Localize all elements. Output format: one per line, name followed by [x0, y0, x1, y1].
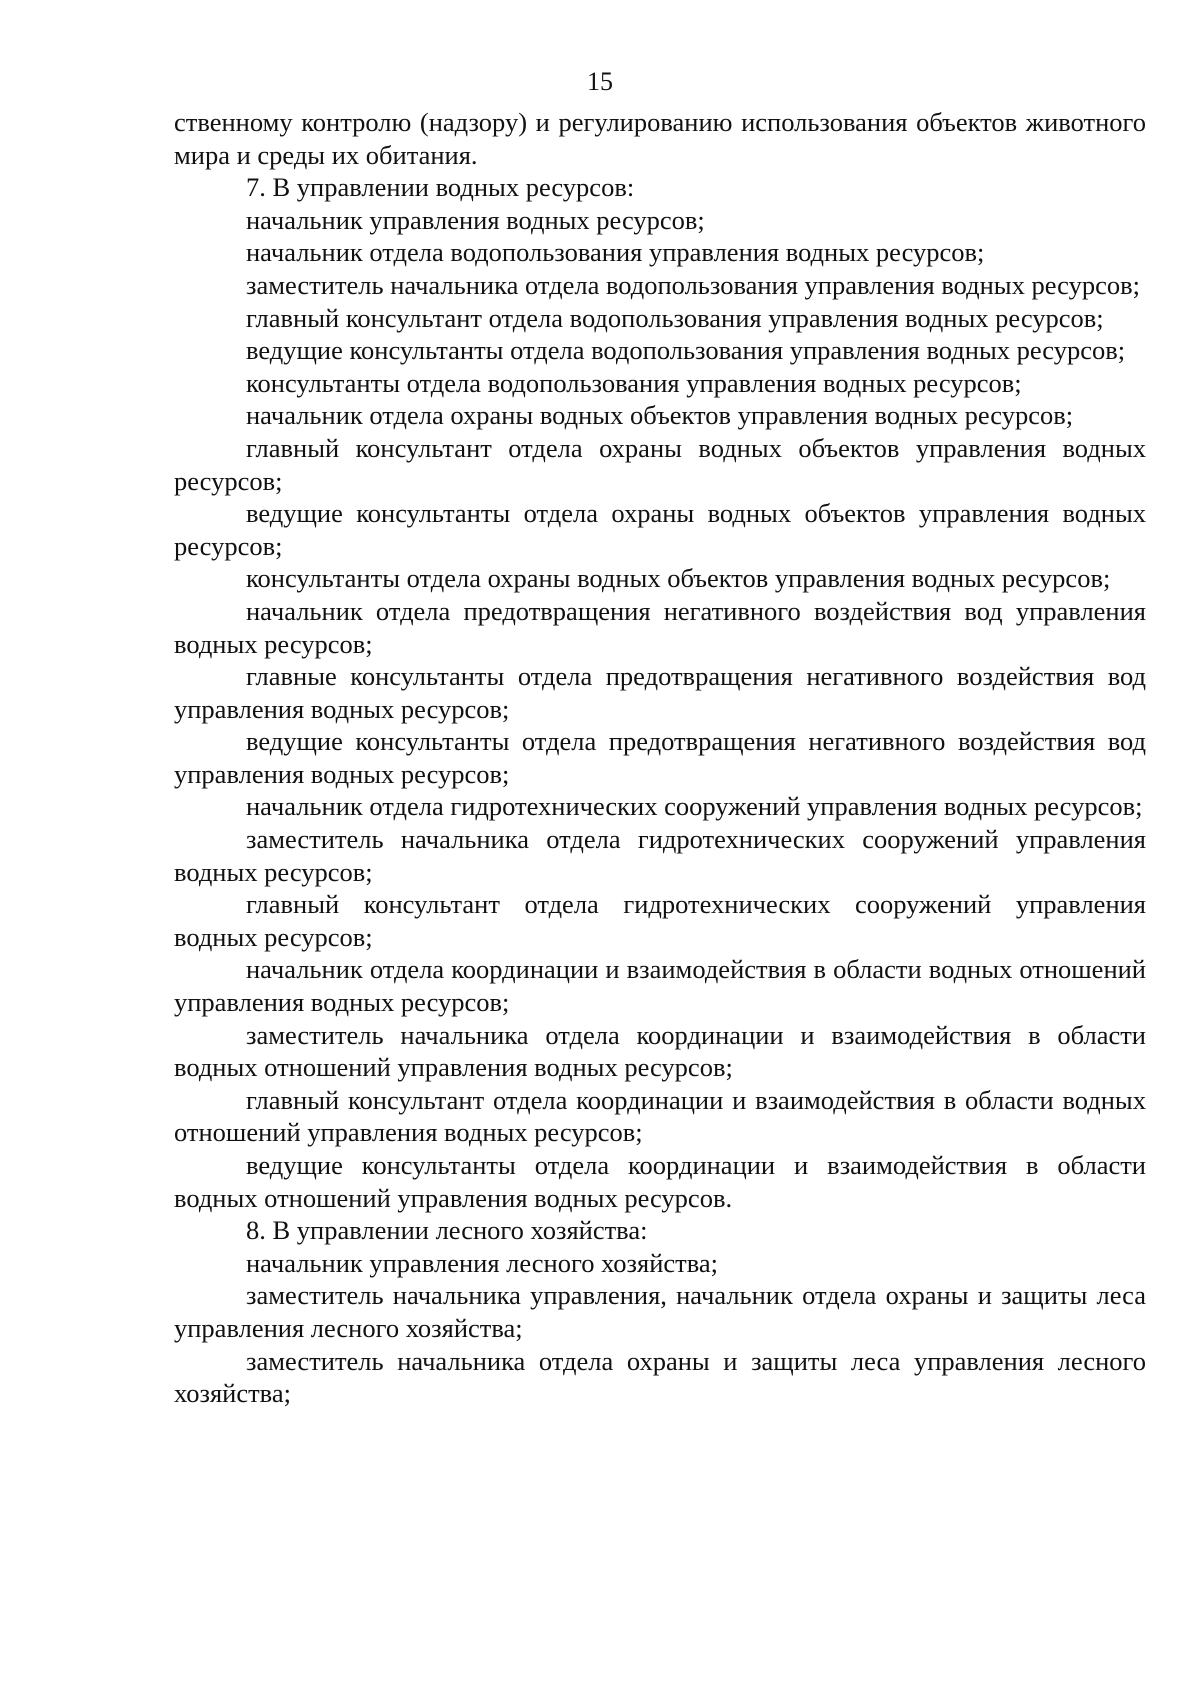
list-item: главные консультанты отдела предотвращения негативного воздействия вод управления водных ресурсов;	[174, 661, 1146, 724]
list-item: ведущие консультанты отдела координации и взаимодействия в области водных отношений управления водных ресурсов.	[174, 1150, 1146, 1213]
list-item: заместитель начальника отдела координации и взаимодействия в области водных отношений управления водных ресурсов;	[174, 1019, 1146, 1083]
list-item: начальник отдела гидротехнических сооружений управления водных ресурсов;	[246, 791, 1143, 822]
list-item: главный консультант отдела гидротехнических сооружений управления водных ресурсов;	[174, 889, 1146, 952]
page-number: 15	[587, 67, 613, 96]
list-item: начальник управления лесного хозяйства;	[246, 1247, 719, 1278]
list-item: главный консультант отдела координации и взаимодействия в области водных отношений управления водных ресурсов;	[174, 1084, 1146, 1148]
list-item: заместитель начальника отдела охраны и защиты леса управления лесного хозяйства;	[174, 1345, 1146, 1409]
list-item: заместитель начальника отдела водопользования управления водных ресурсов;	[246, 269, 1140, 300]
document-body	[174, 106, 1146, 1410]
section-heading-8: 8. В управлении лесного хозяйства:	[246, 1215, 648, 1246]
section-heading-7: 7. В управлении водных ресурсов:	[246, 172, 635, 203]
list-item: ведущие консультанты отдела водопользования управления водных ресурсов;	[246, 335, 1126, 366]
list-item: начальник отдела координации и взаимодействия в области водных отношений управления водных ресурсов;	[174, 954, 1146, 1018]
list-item: заместитель начальника отдела гидротехнических сооружений управления водных ресурсов;	[174, 824, 1146, 887]
list-item: начальник управления водных ресурсов;	[246, 204, 705, 235]
list-item: заместитель начальника управления, начальник отдела охраны и защиты леса управления лесного хозяйства;	[174, 1280, 1146, 1343]
paragraph-continuation: ственному контролю (надзору) и регулированию использования объектов животного мира и среды их обитания.	[174, 107, 1146, 170]
list-item: начальник отдела охраны водных объектов управления водных ресурсов;	[246, 400, 1074, 431]
list-item: главный консультант отдела охраны водных объектов управления водных ресурсов;	[174, 432, 1146, 496]
list-item: главный консультант отдела водопользования управления водных ресурсов;	[246, 302, 1104, 333]
list-item: начальник отдела водопользования управления водных ресурсов;	[246, 237, 985, 268]
list-item: ведущие консультанты отдела охраны водных объектов управления водных ресурсов;	[174, 498, 1146, 561]
list-item: ведущие консультанты отдела предотвращения негативного воздействия вод управления водных ресурсов;	[174, 726, 1146, 789]
list-item: начальник отдела предотвращения негативного воздействия вод управления водных ресурсов;	[174, 595, 1146, 659]
list-item: консультанты отдела водопользования управления водных ресурсов;	[246, 367, 1022, 398]
list-item: консультанты отдела охраны водных объектов управления водных ресурсов;	[246, 563, 1111, 594]
